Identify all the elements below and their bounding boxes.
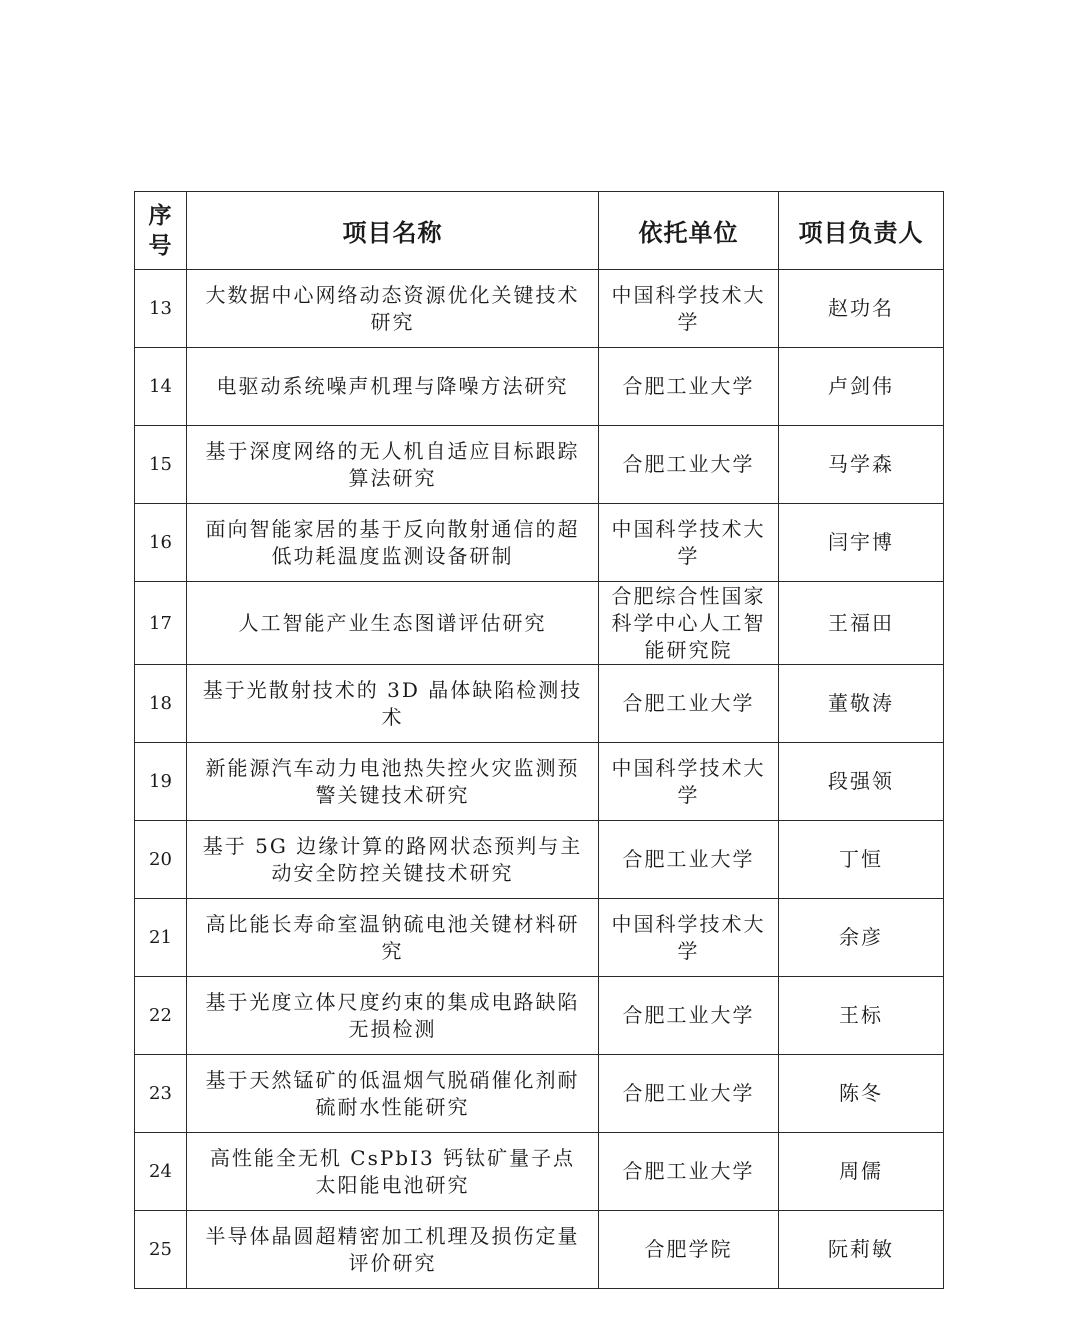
row-lead: 闫宇博 — [779, 504, 944, 582]
row-num: 19 — [135, 743, 187, 821]
row-lead: 王福田 — [779, 582, 944, 665]
row-lead: 董敬涛 — [779, 665, 944, 743]
header-unit: 依托单位 — [599, 192, 779, 270]
row-num: 24 — [135, 1133, 187, 1211]
row-project-name: 高性能全无机 CsPbI3 钙钛矿量子点太阳能电池研究 — [187, 1133, 599, 1211]
table-row — [135, 504, 944, 582]
row-num: 13 — [135, 270, 187, 348]
table-row — [135, 665, 944, 743]
table-row — [135, 426, 944, 504]
row-unit: 中国科学技术大学 — [599, 504, 779, 582]
table-row — [135, 270, 944, 348]
table-row — [135, 821, 944, 899]
row-unit: 合肥工业大学 — [599, 1133, 779, 1211]
table-row — [135, 1211, 944, 1289]
row-unit: 合肥综合性国家科学中心人工智能研究院 — [599, 582, 779, 665]
row-unit: 中国科学技术大学 — [599, 270, 779, 348]
row-project-name: 基于光度立体尺度约束的集成电路缺陷无损检测 — [187, 977, 599, 1055]
table-row — [135, 899, 944, 977]
row-unit: 中国科学技术大学 — [599, 743, 779, 821]
row-unit: 合肥工业大学 — [599, 1055, 779, 1133]
row-num: 25 — [135, 1211, 187, 1289]
row-lead: 阮莉敏 — [779, 1211, 944, 1289]
row-lead: 余彦 — [779, 899, 944, 977]
table-row — [135, 743, 944, 821]
table-header-row — [135, 192, 944, 270]
row-num: 18 — [135, 665, 187, 743]
row-project-name: 基于 5G 边缘计算的路网状态预判与主动安全防控关键技术研究 — [187, 821, 599, 899]
row-unit: 合肥工业大学 — [599, 977, 779, 1055]
row-project-name: 人工智能产业生态图谱评估研究 — [187, 582, 599, 665]
row-num: 21 — [135, 899, 187, 977]
header-num: 序号 — [135, 192, 187, 270]
row-num: 23 — [135, 1055, 187, 1133]
row-unit: 合肥学院 — [599, 1211, 779, 1289]
row-unit: 合肥工业大学 — [599, 821, 779, 899]
row-num: 22 — [135, 977, 187, 1055]
row-num: 20 — [135, 821, 187, 899]
row-unit: 合肥工业大学 — [599, 665, 779, 743]
row-lead: 马学森 — [779, 426, 944, 504]
row-num: 17 — [135, 582, 187, 665]
row-num: 15 — [135, 426, 187, 504]
header-name: 项目名称 — [187, 192, 599, 270]
row-unit: 中国科学技术大学 — [599, 899, 779, 977]
table-row — [135, 977, 944, 1055]
row-project-name: 基于天然锰矿的低温烟气脱硝催化剂耐硫耐水性能研究 — [187, 1055, 599, 1133]
row-unit: 合肥工业大学 — [599, 426, 779, 504]
table-row — [135, 1055, 944, 1133]
header-lead: 项目负责人 — [779, 192, 944, 270]
project-table — [134, 191, 944, 1289]
row-lead: 卢剑伟 — [779, 348, 944, 426]
row-project-name: 面向智能家居的基于反向散射通信的超低功耗温度监测设备研制 — [187, 504, 599, 582]
row-project-name: 高比能长寿命室温钠硫电池关键材料研究 — [187, 899, 599, 977]
table-row — [135, 348, 944, 426]
row-num: 14 — [135, 348, 187, 426]
table-row — [135, 1133, 944, 1211]
table-row — [135, 582, 944, 665]
row-project-name: 半导体晶圆超精密加工机理及损伤定量评价研究 — [187, 1211, 599, 1289]
row-num: 16 — [135, 504, 187, 582]
row-lead: 王标 — [779, 977, 944, 1055]
row-lead: 陈冬 — [779, 1055, 944, 1133]
row-lead: 周儒 — [779, 1133, 944, 1211]
row-lead: 丁恒 — [779, 821, 944, 899]
row-project-name: 新能源汽车动力电池热失控火灾监测预警关键技术研究 — [187, 743, 599, 821]
row-project-name: 电驱动系统噪声机理与降噪方法研究 — [187, 348, 599, 426]
row-project-name: 基于光散射技术的 3D 晶体缺陷检测技术 — [187, 665, 599, 743]
row-lead: 段强领 — [779, 743, 944, 821]
row-project-name: 大数据中心网络动态资源优化关键技术研究 — [187, 270, 599, 348]
row-project-name: 基于深度网络的无人机自适应目标跟踪算法研究 — [187, 426, 599, 504]
row-lead: 赵功名 — [779, 270, 944, 348]
row-unit: 合肥工业大学 — [599, 348, 779, 426]
